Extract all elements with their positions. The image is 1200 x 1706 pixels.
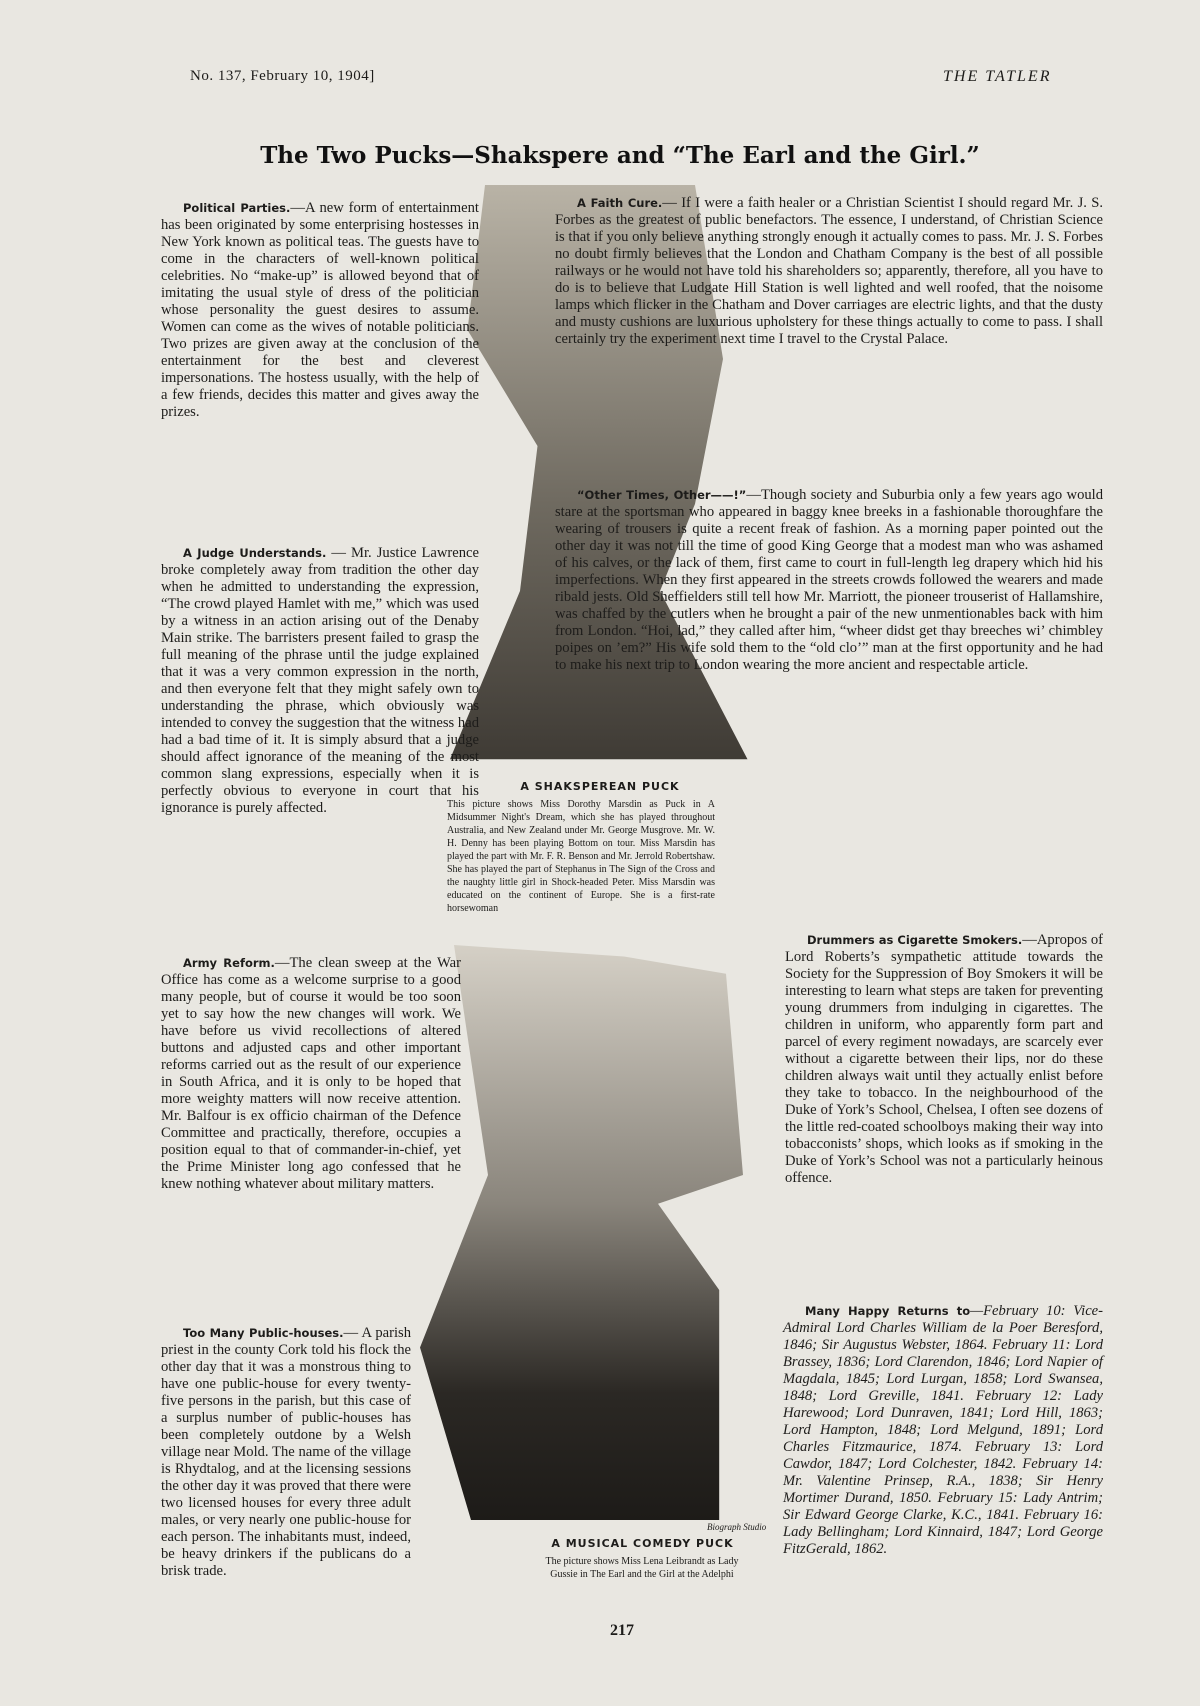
caption2-text: The picture shows Miss Lena Leibrandt as Lady Gussie in The Earl and the Girl at the Adelphi	[545, 1556, 739, 1580]
article-army-reform	[161, 955, 461, 1317]
headline: The Two Pucks—Shakspere and “The Earl and the Girl.”	[260, 142, 980, 169]
caption2-title: A MUSICAL COMEDY PUCK	[551, 1537, 734, 1550]
article-political-parties	[161, 200, 479, 500]
heading-happy-returns: Many Happy Returns to	[805, 1304, 971, 1318]
text-other-times: —Though society and Suburbia only a few years ago would stare at the sportsman who appeared in baggy knee breeks in a fashionable thoroughfare the wearing of trousers is quite a recent freak of fashion. As a morning paper pointed out the other day it was not till the time of good King George that a modest man who was ashamed of his calves, or the lack of them, first came to court in full-length leg drapery which hid his imperfections. When they first appeared in the streets crowds followed the wearers and made ribald jests. Old Sheffielders still tell how Mr. Marriott, the pioneer trouserist of Hallamshire, was chaffed by the cutlers when he brought a pair of the new unmentionables back with him from London. “Hoi, lad,” they called after him, “wheer didst get thay breeches wi’ chimbley poipes on ’em?” His wife sold them to the “old clo’” man at the first opportunity and he had to make his next trip to London wearing the more ancient and respectable article.	[555, 487, 1104, 673]
caption1-title: A SHAKSPEREAN PUCK	[520, 780, 680, 793]
heading-drummers: Drummers as Cigarette Smokers.	[807, 933, 1023, 947]
text-happy-returns: —February 10: Vice-Admiral Lord Charles William de la Poer Beresford, 1846; Sir Augustus Webster, 1864. February 11: Lord Brassey, 1836; Lord Clarendon, 1846; Lord Napier of Magdala, 1845; Lord Lurgan, 1858; Lord Swansea, 1848; Lord Greville, 1841. February 12: Lady Harewood; Lord Dunraven, 1841; Lord Hill, 1863; Lord Hampton, 1848; Lord Melgund, 1891; Lord Charles Fitzmaurice, 1874. February 13: Lord Cawdor, 1847; Lord Colchester, 1842. February 14: Mr. Valentine Prinsep, R.A., 1838; Sir Henry Mortimer Durand, 1850. February 15: Lady Antrim; Sir Edward George Clarke, K.C., 1841. February 16: Lady Bellingham; Lord Kinnaird, 1847; Lord George FitzGerald, 1862.	[783, 1303, 1104, 1557]
text-public-houses: — A parish priest in the county Cork told his flock the other day that it was a monstrous thing to have one public-house for every twenty-five persons in the parish, but this case of a surplus number of public-houses has been completely outdone by a Welsh village near Mold. The name of the village is Rhydtalog, and at the licensing sessions the other day it was proved that there were two licensed houses for every three adult males, or very nearly one public-house for each person. The inhabitants must, indeed, be heavy drinkers if the publicans do a brisk trade.	[161, 1325, 412, 1579]
heading-army-reform: Army Reform.	[183, 956, 275, 970]
article-drummers	[785, 932, 1103, 1297]
text-judge-understands: — Mr. Justice Lawrence broke completely away from tradition the other day when he admitted to understanding the expression, “The crowd played Hamlet with me,” which was used by a witness in an action arising out of the Denaby Main strike. The barristers present failed to grasp the full meaning of the phrase until the judge explained that it was a very common expression in the north, and then everyone felt that they might safely own to understanding the phrase, which obviously was intended to convey the suggestion that the witness had had a bad time of it. It is simply absurd that a judge should affect ignorance of the meaning of the most common slang expressions, especially when it is perfectly obvious to everyone in court that his ignorance is purely affected.	[161, 545, 480, 816]
page-number: 217	[610, 1622, 634, 1639]
text-faith-cure: — If I were a faith healer or a Christian Scientist I should regard Mr. J. S. Forbes as the greatest of public benefactors. The essence, I understand, of Christian Science is that if you only believe anything strongly enough it actually comes to pass. Mr. J. S. Forbes no doubt firmly believes that the London and Chatham Company is the best of all possible railways or he would not have told his shareholders so; apparently, therefore, all you have to do is to believe that Ludgate Hill Station is well lighted and well roofed, that the noisome lamps which flicker in the Chatham and Dover carriages are electric lights, and that the dusty and musty cushions are luxurious upholstery for these things actually to come to pass. I shall certainly try the experiment next time I travel to the Crystal Palace.	[555, 195, 1103, 347]
article-happy-returns	[783, 1303, 1103, 1603]
article-public-houses	[161, 1325, 411, 1600]
article-other-times	[555, 487, 1103, 917]
caption1-text: This picture shows Miss Dorothy Marsdin as Puck in A Midsummer Night's Dream, which she has played throughout Australia, and New Zealand under Mr. George Musgrove. Mr. W. H. Denny has been playing Bottom on tour. Miss Marsdin has played the part with Mr. F. R. Benson and Mr. Jerrold Robertshaw. She has played the part of Stephanus in The Sign of the Cross and the naughty little girl in Shock-headed Peter. Miss Marsdin was educated on the continent of Europe. She is a first-rate horsewoman	[447, 799, 715, 914]
photo-credit: Biograph Studio	[707, 1522, 767, 1532]
heading-political-parties: Political Parties.	[183, 201, 291, 215]
text-political-parties: —A new form of entertainment has been originated by some enterprising hostesses in New York known as political teas. The guests have to come in the characters of well-known political celebrities. No “make-up” is allowed beyond that of imitating the usual style of dress of the politician whose personality the guest desires to assume. Women can come as the wives of notable politicians. Two prizes are given away at the conclusion of the entertainment for the best and cleverest impersonations. The hostess usually, with the help of a few friends, decides this matter and gives away the prizes.	[161, 200, 479, 420]
heading-faith-cure: A Faith Cure.	[577, 196, 663, 210]
photo-musical-comedy-puck	[420, 945, 760, 1520]
article-judge-understands	[161, 545, 479, 940]
text-army-reform: —The clean sweep at the War Office has come as a welcome surprise to a good many people, but of course it would be too soon yet to say how the new changes will work. We have before us vivid recollections of altered buttons and adjusted caps and other important reforms carried out as the result of our experience in South Africa, and it is only to be hoped that more weighty matters will now receive attention. Mr. Balfour is ex officio chairman of the Defence Committee and practically, therefore, occupies a position equal to that of commander-in-chief, yet the Prime Minister long ago confessed that he knew nothing whatever about military matters.	[161, 955, 462, 1192]
text-drummers: —Apropos of Lord Roberts’s sympathetic attitude towards the Society for the Suppression of Boy Smokers it will be interesting to learn what steps are taken for preventing young drummers from indulging in cigarettes. The children in uniform, who apparently form part and parcel of every regiment nowadays, are scarcely ever without a cigarette between their lips, nor do these children always wait until they actually enlist before they take to tobacco. In the neighbourhood of the Duke of York’s School, Chelsea, I often see dozens of the little red-coated schoolboys making their way into tobacconists’ shops, which looks as if smoking in the Duke of York’s School was not a particularly heinous offence.	[785, 932, 1103, 1186]
heading-other-times: “Other Times, Other——!”	[577, 488, 747, 502]
publication-name: THE TATLER	[943, 68, 1052, 85]
heading-judge-understands: A Judge Understands.	[183, 546, 327, 560]
article-faith-cure	[555, 195, 1103, 480]
issue-line: No. 137, February 10, 1904]	[190, 68, 375, 84]
heading-public-houses: Too Many Public-houses.	[183, 1326, 344, 1340]
